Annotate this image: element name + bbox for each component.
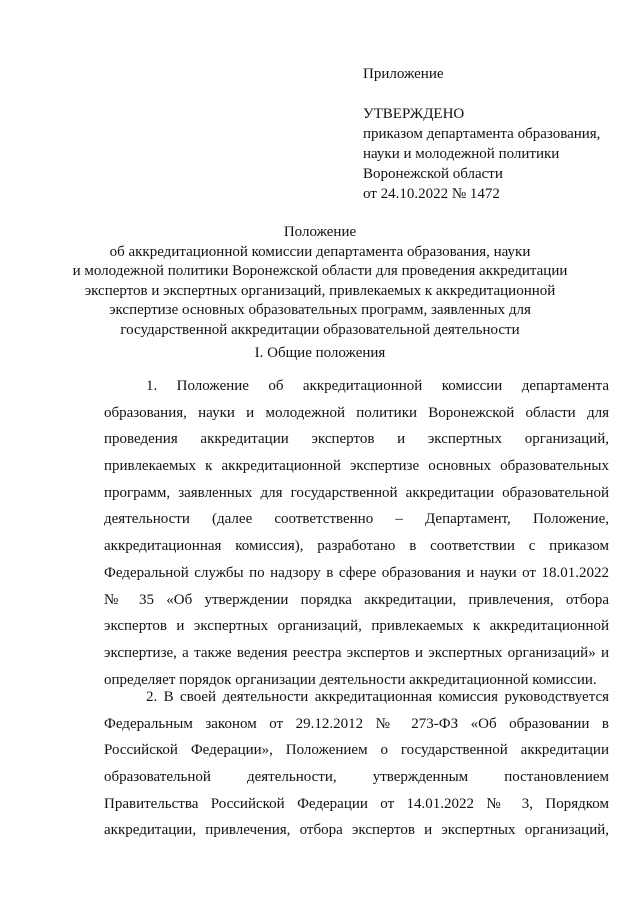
- paragraph-2-line: Правительства Российской Федерации от 14.01.2022 № 3, Порядком: [104, 795, 609, 812]
- paragraph-1-line: деятельности (далее соответственно – Департамент, Положение,: [104, 511, 609, 528]
- paragraph-2-line: 2. В своей деятельности аккредитационная комиссия руководствуется: [146, 689, 609, 705]
- title-line-3: и молодежной политики Воронежской области для проведения аккредитации: [72, 263, 568, 279]
- title-line-5: экспертизе основных образовательных программ, заявленных для: [109, 302, 531, 318]
- approval-block: [363, 64, 623, 204]
- paragraph-2-line: Федеральным законом от 29.12.2012 № 273-ФЗ «Об образовании в: [104, 715, 609, 732]
- title-line-6: государственной аккредитации образовательной деятельности: [120, 321, 520, 338]
- paragraph-1-line: № 35 «Об утверждении порядка аккредитации, привлечения, отбора: [104, 591, 609, 608]
- approval-order-line-3: Воронежской области: [363, 166, 503, 182]
- approval-order-line-2: науки и молодежной политики: [363, 146, 560, 162]
- paragraph-1-line: экспертов и экспертных организаций, привлекаемых к аккредитационной: [104, 618, 609, 635]
- section-heading: I. Общие положения: [254, 345, 386, 361]
- paragraph-1-line: 1. Положение об аккредитационной комиссии департамента: [146, 378, 609, 394]
- approval-date-number: от 24.10.2022 № 1472: [363, 186, 500, 202]
- title-line-4: экспертов и экспертных организаций, привлекаемых к аккредитационной: [84, 282, 556, 299]
- title-line-1: Положение: [283, 224, 357, 240]
- paragraph-1-line: программ, заявленных для государственной аккредитации образовательной: [104, 484, 609, 501]
- paragraph-1-line: Федеральной службы по надзору в сфере образования и науки от 18.01.2022: [104, 564, 609, 581]
- title-line-2: об аккредитационной комиссии департамента образования, науки: [109, 243, 531, 260]
- paragraph-2-line: Российской Федерации», Положением о государственной аккредитации: [104, 742, 609, 759]
- paragraph-1-line: экспертизе, а также ведения реестра экспертов и экспертных организаций» и: [104, 644, 609, 661]
- paragraph-2: [104, 684, 609, 844]
- appendix-label: Приложение: [363, 66, 444, 82]
- approval-spacer: [363, 84, 623, 104]
- paragraph-2-line: аккредитации, привлечения, отбора экспертов и экспертных организаций,: [104, 822, 609, 839]
- paragraph-2-line: образовательной деятельности, утвержденным постановлением: [104, 769, 609, 786]
- approval-order-line-1: приказом департамента образования,: [363, 126, 601, 142]
- paragraph-1-line: определяет порядок организации деятельности аккредитационной комиссии.: [104, 671, 597, 688]
- document-title: [60, 223, 580, 340]
- paragraph-1-line: образования, науки и молодежной политики Воронежской области для: [104, 404, 609, 421]
- paragraph-1-line: аккредитационная комиссия), разработано в соответствии с приказом: [104, 538, 609, 555]
- paragraph-1: [104, 373, 609, 693]
- approved-label: УТВЕРЖДЕНО: [363, 106, 465, 122]
- paragraph-1-line: проведения аккредитации экспертов и экспертных организаций,: [104, 431, 609, 448]
- paragraph-1-line: привлекаемых к аккредитационной экспертизе основных образовательных: [104, 458, 609, 475]
